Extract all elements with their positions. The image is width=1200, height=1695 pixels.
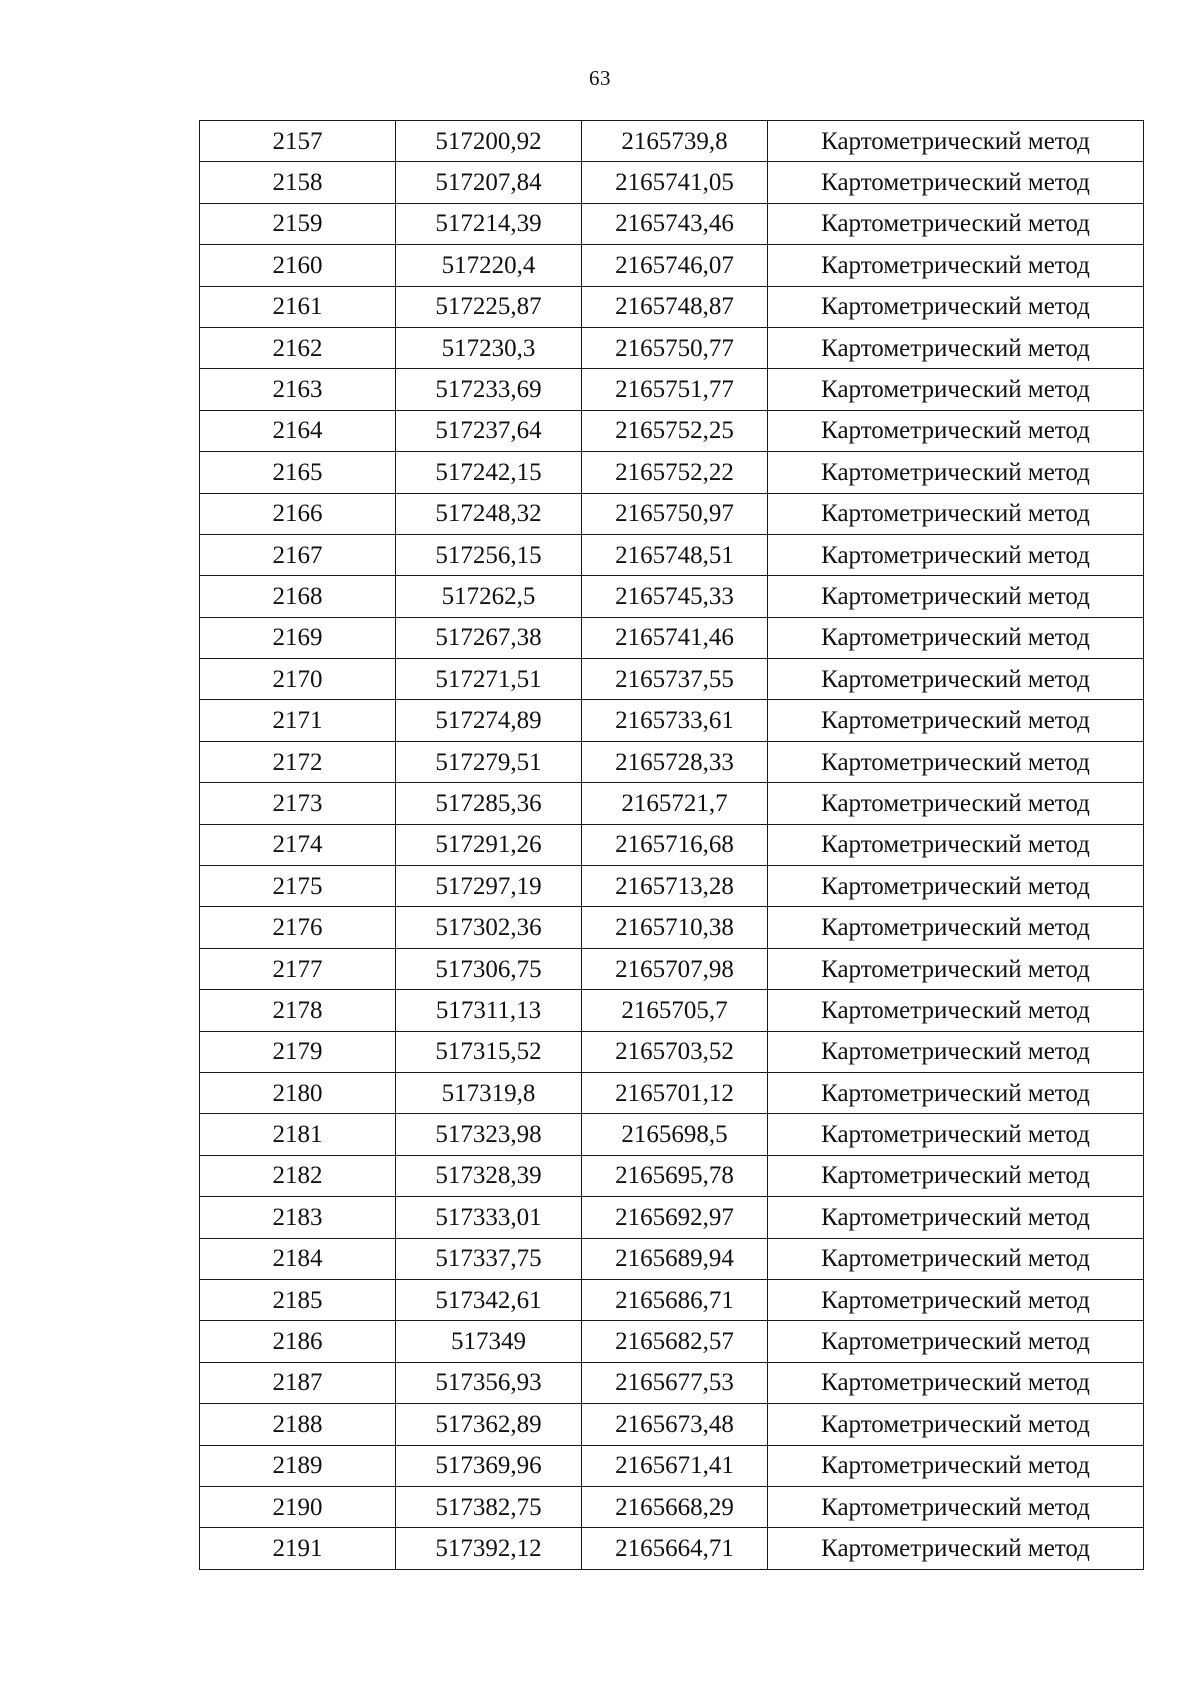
x-coordinate-cell: 517323,98 [396,1114,582,1155]
x-coordinate-cell: 517248,32 [396,493,582,534]
method-cell: Картометрический метод [768,245,1144,286]
point-number-cell: 2171 [200,700,396,741]
point-number-cell: 2169 [200,617,396,658]
method-cell: Картометрический метод [768,534,1144,575]
y-coordinate-cell: 2165673,48 [582,1404,768,1445]
table-row [200,659,1144,700]
y-coordinate-cell: 2165741,46 [582,617,768,658]
y-coordinate-cell: 2165748,51 [582,534,768,575]
table-row [200,245,1144,286]
method-cell: Картометрический метод [768,1072,1144,1113]
table-row [200,1155,1144,1196]
x-coordinate-cell: 517319,8 [396,1072,582,1113]
x-coordinate-cell: 517274,89 [396,700,582,741]
method-cell: Картометрический метод [768,1362,1144,1403]
y-coordinate-cell: 2165686,71 [582,1279,768,1320]
table-row [200,1114,1144,1155]
y-coordinate-cell: 2165728,33 [582,741,768,782]
x-coordinate-cell: 517315,52 [396,1031,582,1072]
page-number: 63 [589,66,611,90]
y-coordinate-cell: 2165748,87 [582,286,768,327]
table-row [200,410,1144,451]
y-coordinate-cell: 2165692,97 [582,1197,768,1238]
point-number-cell: 2174 [200,824,396,865]
table-row [200,700,1144,741]
y-coordinate-cell: 2165733,61 [582,700,768,741]
x-coordinate-cell: 517271,51 [396,659,582,700]
y-coordinate-cell: 2165698,5 [582,1114,768,1155]
x-coordinate-cell: 517311,13 [396,990,582,1031]
table-row [200,1279,1144,1320]
table-row [200,1031,1144,1072]
table-row [200,1321,1144,1362]
point-number-cell: 2160 [200,245,396,286]
y-coordinate-cell: 2165716,68 [582,824,768,865]
table-row [200,741,1144,782]
table-row [200,1362,1144,1403]
table-row [200,990,1144,1031]
x-coordinate-cell: 517337,75 [396,1238,582,1279]
method-cell: Картометрический метод [768,203,1144,244]
y-coordinate-cell: 2165668,29 [582,1486,768,1527]
x-coordinate-cell: 517279,51 [396,741,582,782]
point-number-cell: 2166 [200,493,396,534]
method-cell: Картометрический метод [768,1114,1144,1155]
y-coordinate-cell: 2165741,05 [582,162,768,203]
table-row [200,1404,1144,1445]
method-cell: Картометрический метод [768,783,1144,824]
x-coordinate-cell: 517267,38 [396,617,582,658]
table-row [200,576,1144,617]
point-number-cell: 2163 [200,369,396,410]
table-row [200,452,1144,493]
x-coordinate-cell: 517328,39 [396,1155,582,1196]
x-coordinate-cell: 517306,75 [396,948,582,989]
point-number-cell: 2176 [200,907,396,948]
table-row [200,162,1144,203]
table-row [200,493,1144,534]
point-number-cell: 2175 [200,866,396,907]
point-number-cell: 2190 [200,1486,396,1527]
method-cell: Картометрический метод [768,286,1144,327]
table-row [200,1197,1144,1238]
point-number-cell: 2159 [200,203,396,244]
y-coordinate-cell: 2165746,07 [582,245,768,286]
point-number-cell: 2186 [200,1321,396,1362]
y-coordinate-cell: 2165713,28 [582,866,768,907]
method-cell: Картометрический метод [768,327,1144,368]
y-coordinate-cell: 2165737,55 [582,659,768,700]
point-number-cell: 2173 [200,783,396,824]
table-row [200,1445,1144,1486]
coordinates-table [199,120,1144,1570]
x-coordinate-cell: 517342,61 [396,1279,582,1320]
table-row [200,121,1144,162]
y-coordinate-cell: 2165707,98 [582,948,768,989]
y-coordinate-cell: 2165739,8 [582,121,768,162]
y-coordinate-cell: 2165671,41 [582,1445,768,1486]
table-row [200,617,1144,658]
table-row [200,948,1144,989]
method-cell: Картометрический метод [768,1445,1144,1486]
x-coordinate-cell: 517333,01 [396,1197,582,1238]
point-number-cell: 2185 [200,1279,396,1320]
table-row [200,534,1144,575]
x-coordinate-cell: 517356,93 [396,1362,582,1403]
method-cell: Картометрический метод [768,700,1144,741]
x-coordinate-cell: 517302,36 [396,907,582,948]
method-cell: Картометрический метод [768,1279,1144,1320]
y-coordinate-cell: 2165703,52 [582,1031,768,1072]
y-coordinate-cell: 2165752,22 [582,452,768,493]
coordinates-table-body [200,121,1144,1570]
table-row [200,1528,1144,1569]
x-coordinate-cell: 517220,4 [396,245,582,286]
x-coordinate-cell: 517207,84 [396,162,582,203]
x-coordinate-cell: 517256,15 [396,534,582,575]
point-number-cell: 2187 [200,1362,396,1403]
x-coordinate-cell: 517262,5 [396,576,582,617]
method-cell: Картометрический метод [768,617,1144,658]
method-cell: Картометрический метод [768,369,1144,410]
point-number-cell: 2165 [200,452,396,493]
y-coordinate-cell: 2165750,77 [582,327,768,368]
y-coordinate-cell: 2165710,38 [582,907,768,948]
table-row [200,327,1144,368]
method-cell: Картометрический метод [768,1238,1144,1279]
method-cell: Картометрический метод [768,948,1144,989]
method-cell: Картометрический метод [768,162,1144,203]
table-row [200,907,1144,948]
y-coordinate-cell: 2165745,33 [582,576,768,617]
y-coordinate-cell: 2165752,25 [582,410,768,451]
point-number-cell: 2167 [200,534,396,575]
point-number-cell: 2172 [200,741,396,782]
table-row [200,783,1144,824]
y-coordinate-cell: 2165751,77 [582,369,768,410]
x-coordinate-cell: 517200,92 [396,121,582,162]
y-coordinate-cell: 2165750,97 [582,493,768,534]
x-coordinate-cell: 517230,3 [396,327,582,368]
method-cell: Картометрический метод [768,824,1144,865]
point-number-cell: 2157 [200,121,396,162]
y-coordinate-cell: 2165682,57 [582,1321,768,1362]
y-coordinate-cell: 2165705,7 [582,990,768,1031]
method-cell: Картометрический метод [768,907,1144,948]
x-coordinate-cell: 517382,75 [396,1486,582,1527]
method-cell: Картометрический метод [768,1486,1144,1527]
point-number-cell: 2170 [200,659,396,700]
x-coordinate-cell: 517285,36 [396,783,582,824]
method-cell: Картометрический метод [768,452,1144,493]
point-number-cell: 2183 [200,1197,396,1238]
method-cell: Картометрический метод [768,576,1144,617]
x-coordinate-cell: 517242,15 [396,452,582,493]
method-cell: Картометрический метод [768,1404,1144,1445]
point-number-cell: 2178 [200,990,396,1031]
method-cell: Картометрический метод [768,741,1144,782]
x-coordinate-cell: 517297,19 [396,866,582,907]
table-row [200,286,1144,327]
method-cell: Картометрический метод [768,1197,1144,1238]
point-number-cell: 2182 [200,1155,396,1196]
y-coordinate-cell: 2165701,12 [582,1072,768,1113]
x-coordinate-cell: 517291,26 [396,824,582,865]
method-cell: Картометрический метод [768,1155,1144,1196]
point-number-cell: 2180 [200,1072,396,1113]
x-coordinate-cell: 517369,96 [396,1445,582,1486]
point-number-cell: 2184 [200,1238,396,1279]
table-row [200,1486,1144,1527]
point-number-cell: 2181 [200,1114,396,1155]
x-coordinate-cell: 517349 [396,1321,582,1362]
y-coordinate-cell: 2165689,94 [582,1238,768,1279]
table-row [200,1072,1144,1113]
method-cell: Картометрический метод [768,866,1144,907]
method-cell: Картометрический метод [768,1031,1144,1072]
y-coordinate-cell: 2165664,71 [582,1528,768,1569]
method-cell: Картометрический метод [768,493,1144,534]
x-coordinate-cell: 517214,39 [396,203,582,244]
method-cell: Картометрический метод [768,1321,1144,1362]
point-number-cell: 2164 [200,410,396,451]
point-number-cell: 2168 [200,576,396,617]
point-number-cell: 2179 [200,1031,396,1072]
method-cell: Картометрический метод [768,410,1144,451]
point-number-cell: 2177 [200,948,396,989]
method-cell: Картометрический метод [768,121,1144,162]
method-cell: Картометрический метод [768,1528,1144,1569]
table-row [200,824,1144,865]
y-coordinate-cell: 2165743,46 [582,203,768,244]
x-coordinate-cell: 517362,89 [396,1404,582,1445]
point-number-cell: 2161 [200,286,396,327]
table-row [200,866,1144,907]
point-number-cell: 2188 [200,1404,396,1445]
x-coordinate-cell: 517237,64 [396,410,582,451]
y-coordinate-cell: 2165695,78 [582,1155,768,1196]
point-number-cell: 2191 [200,1528,396,1569]
x-coordinate-cell: 517225,87 [396,286,582,327]
method-cell: Картометрический метод [768,659,1144,700]
table-row [200,203,1144,244]
method-cell: Картометрический метод [768,990,1144,1031]
point-number-cell: 2189 [200,1445,396,1486]
y-coordinate-cell: 2165677,53 [582,1362,768,1403]
x-coordinate-cell: 517392,12 [396,1528,582,1569]
y-coordinate-cell: 2165721,7 [582,783,768,824]
point-number-cell: 2158 [200,162,396,203]
table-row [200,1238,1144,1279]
point-number-cell: 2162 [200,327,396,368]
table-row [200,369,1144,410]
x-coordinate-cell: 517233,69 [396,369,582,410]
